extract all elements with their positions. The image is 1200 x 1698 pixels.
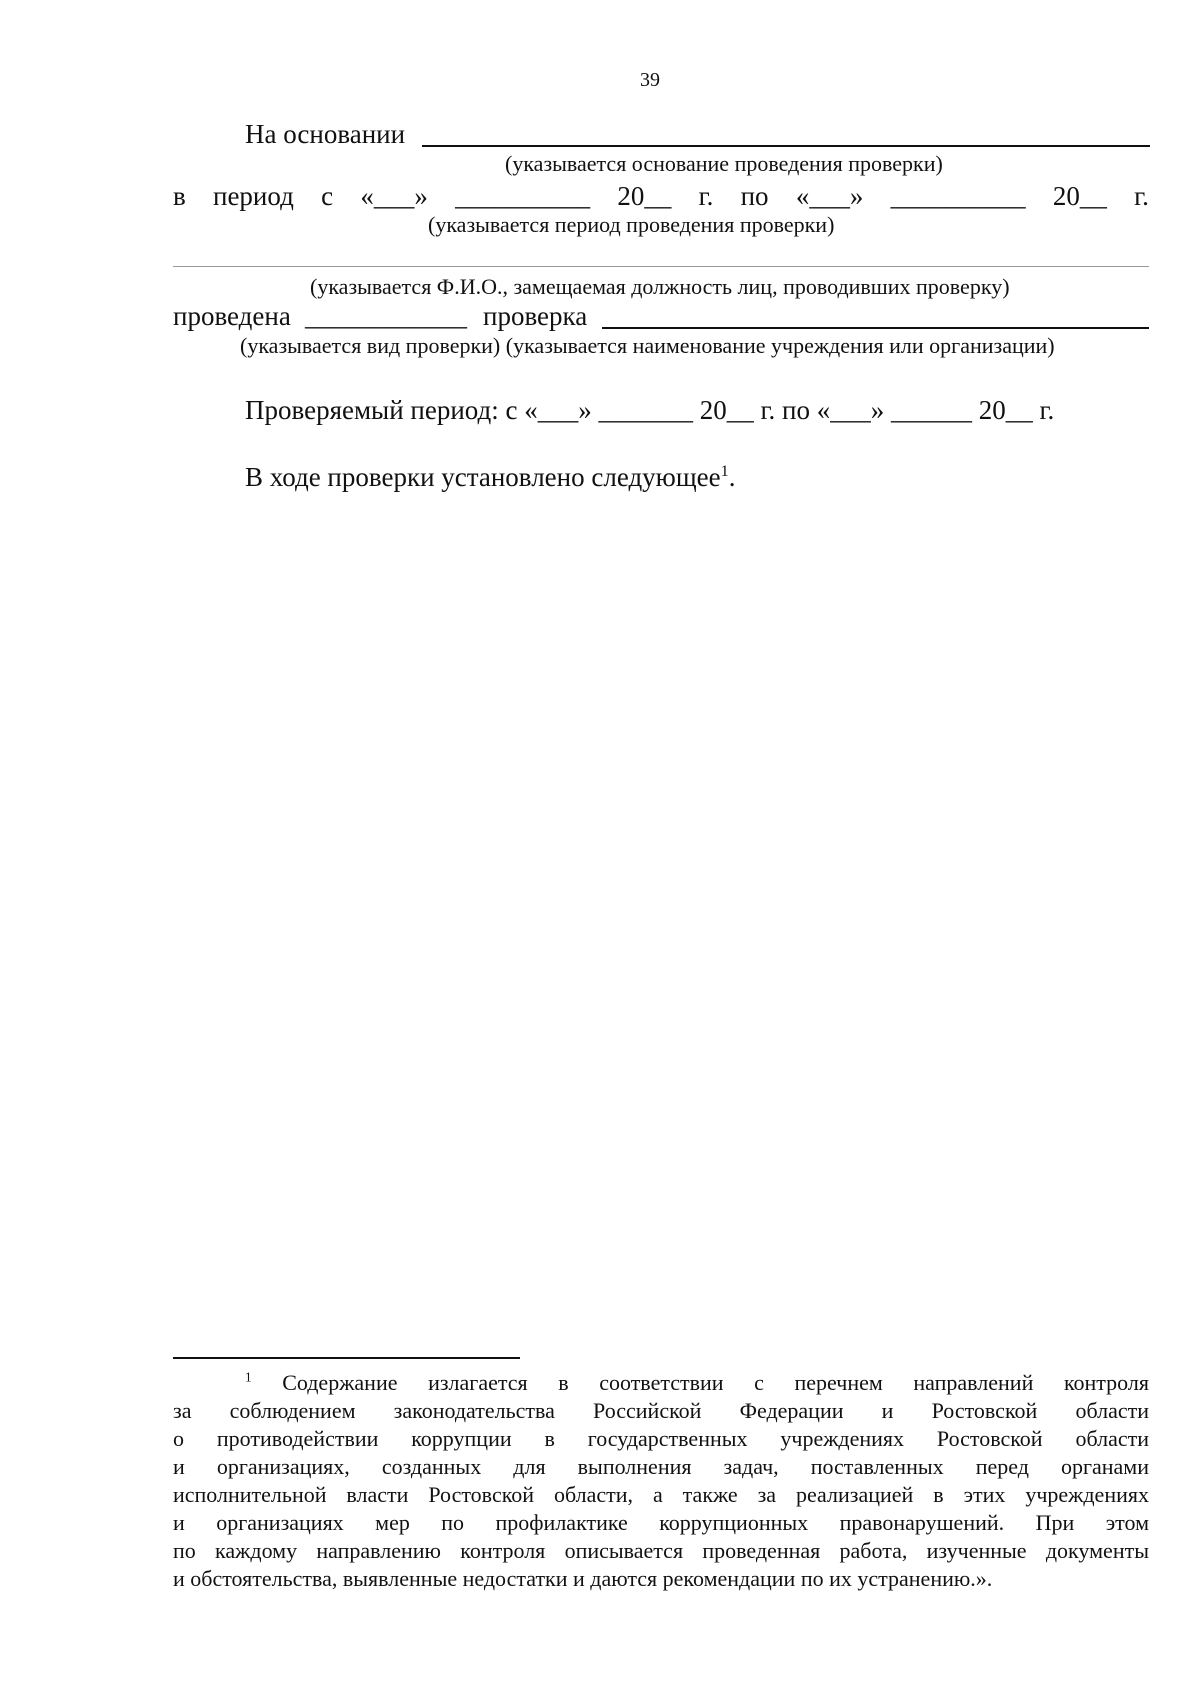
basis-caption: (указывается основание проведения проверки): [505, 151, 943, 176]
check-caption: (указывается вид проверки) (указывается наименование учреждения или организации): [240, 333, 1055, 358]
footnote-line-3: о противодействии коррупции в государственных учреждениях Ростовской области: [173, 1426, 1149, 1451]
conducted-label: проведена: [173, 301, 291, 331]
inspectors-caption: (указывается Ф.И.О., замещаемая должность лиц, проводивших проверку): [310, 274, 1010, 299]
checked-period: Проверяемый период: с «___» _______ 20__ г. по «___» ______ 20__ г.: [245, 395, 1055, 425]
footnote-marker: 1: [245, 1369, 252, 1385]
period-word-po: по: [740, 181, 769, 211]
period-end-month: __________: [890, 181, 1026, 211]
footnote-line-2: за соблюдением законодательства Российской Федерации и Ростовской области: [173, 1398, 1149, 1423]
period-start-month: __________: [455, 181, 591, 211]
period-word-period: период: [213, 181, 294, 211]
period-start-g: г.: [698, 181, 714, 211]
organization-blank-line: [602, 327, 1149, 329]
findings-end: .: [728, 462, 736, 492]
page-number: 39: [640, 69, 660, 91]
footnote-line-8: и обстоятельства, выявленные недостатки и даются рекомендации по их устранению.».: [173, 1566, 993, 1591]
footnote-line-6: и организациях мер по профилактике коррупционных правонарушений. При этом: [173, 1510, 1149, 1535]
period-end-year: 20__: [1052, 181, 1107, 211]
check-label: проверка: [483, 301, 588, 331]
period-line: [173, 180, 1149, 212]
period-word-v: в: [173, 181, 186, 211]
footnote-reference: 1: [720, 462, 729, 480]
period-start-day: «___»: [360, 181, 428, 211]
footnote-line-7: по каждому направлению контроля описывается проведенная работа, изученные документы: [173, 1538, 1149, 1563]
period-end-day: «___»: [795, 181, 864, 211]
period-end-g: г.: [1134, 181, 1149, 211]
inspectors-blank-line: [173, 266, 1149, 267]
footnote-line-4: и организациях, созданных для выполнения задач, поставленных перед органами: [173, 1454, 1149, 1479]
footnote-line-5: исполнительной власти Ростовской области, а также за реализацией в этих учреждениях: [173, 1482, 1149, 1507]
period-start-year: 20__: [617, 181, 672, 211]
period-word-s: с: [321, 181, 334, 211]
findings-text: В ходе проверки установлено следующее: [245, 462, 721, 492]
period-caption: (указывается период проведения проверки): [428, 212, 835, 237]
check-type-blank: ____________: [305, 301, 467, 331]
footnote-line-1: $^1$ Содержание излагается в соответствии с перечнем направлений контроля: [245, 1369, 1149, 1395]
findings-line: [245, 461, 735, 493]
footnote-separator: [173, 1357, 520, 1359]
footnote: [173, 1369, 1149, 1593]
basis-label: На основании: [245, 119, 406, 149]
basis-blank-line: [422, 145, 1150, 147]
